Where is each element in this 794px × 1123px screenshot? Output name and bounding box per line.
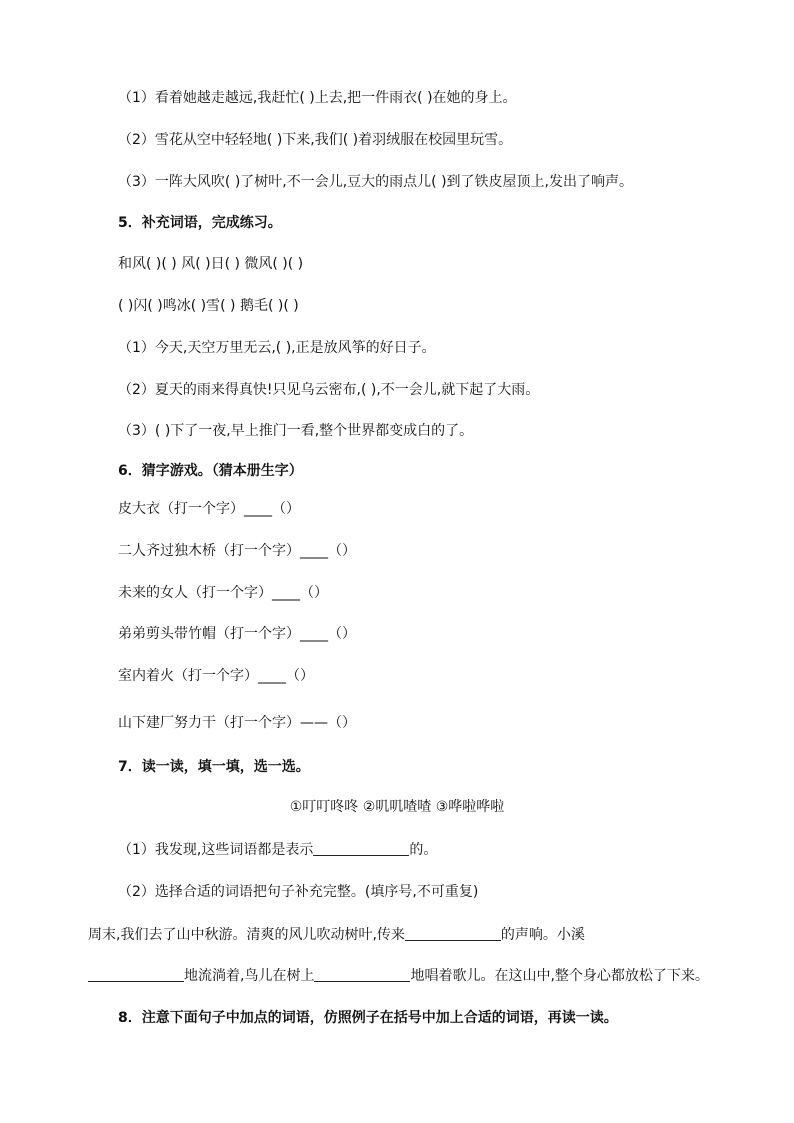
q4-sentence-2: （2）雪花从空中轻轻地( )下来,我们( )着羽绒服在校园里玩雪。 bbox=[118, 132, 513, 148]
q7-word-options: ①叮叮咚咚 ②叽叽喳喳 ③哗啦哗啦 bbox=[289, 799, 505, 815]
q8-title: 8．注意下面句子中加点的词语，仿照例子在括号中加上合适的词语，再读一读。 bbox=[118, 1010, 618, 1026]
riddle-row-2: 二人齐过独木桥（打一个字）____（） bbox=[118, 543, 356, 559]
paragraph-text-b: 的声响。小溪 bbox=[500, 927, 585, 943]
riddle-row-3: 未来的女人（打一个字）____（） bbox=[118, 585, 328, 601]
q5-sentence-1: （1）今天,天空万里无云,( ),正是放风筝的好日子。 bbox=[118, 340, 436, 356]
q7-title: 7．读一读，填一填，选一选。 bbox=[118, 759, 310, 775]
q4-sentence-3: （3）一阵大风吹( )了树叶,不一会儿,豆大的雨点儿( )到了铁皮屋顶上,发出了响声。 bbox=[118, 174, 634, 190]
q5-title: 5．补充词语，完成练习。 bbox=[118, 215, 282, 231]
q7-sub-1 bbox=[118, 840, 437, 860]
paragraph-line-1 bbox=[88, 925, 585, 945]
riddle-row-5: 室内着火（打一个字）____（） bbox=[118, 668, 314, 684]
answer-blank[interactable] bbox=[313, 841, 409, 856]
q7-sub-2: （2）选择合适的词语把句子补充完整。(填序号,不可重复) bbox=[118, 884, 479, 900]
q6-title: 6．猜字游戏。（猜本册生字） bbox=[118, 463, 303, 479]
riddle-row-6: 山下建厂努力干（打一个字）——（） bbox=[118, 715, 356, 731]
answer-blank[interactable] bbox=[405, 926, 501, 941]
q7-sub-1-suffix: 的。 bbox=[409, 842, 438, 858]
q5-sentence-3: （3）( )下了一夜,早上推门一看,整个世界都变成白的了。 bbox=[118, 423, 474, 439]
answer-blank[interactable] bbox=[88, 967, 184, 982]
paragraph-text-c: 地流淌着,鸟儿在树上 bbox=[184, 968, 315, 984]
riddle-row-4: 弟弟剪头带竹帽（打一个字）____（） bbox=[118, 626, 356, 642]
paragraph-text-d: 地唱着歌儿。在这山中,整个身心都放松了下来。 bbox=[410, 968, 709, 984]
q5-word-row-2: ( )闪( )鸣冰( )雪( ) 鹅毛( )( ) bbox=[118, 298, 299, 314]
q5-sentence-2: （2）夏天的雨来得真快!只见乌云密布,( ),不一会儿,就下起了大雨。 bbox=[118, 382, 540, 398]
paragraph-line-2 bbox=[88, 966, 709, 986]
q7-sub-1-prefix: （1）我发现,这些词语都是表示 bbox=[118, 842, 314, 858]
paragraph-text-a: 周末,我们去了山中秋游。清爽的风儿吹动树叶,传来 bbox=[88, 927, 405, 943]
answer-blank[interactable] bbox=[314, 967, 410, 982]
q4-sentence-1: （1）看着她越走越远,我赶忙( )上去,把一件雨衣( )在她的身上。 bbox=[118, 90, 517, 106]
riddle-row-1: 皮大衣（打一个字）____（） bbox=[118, 501, 300, 517]
q5-word-row-1: 和风( )( ) 风( )日( ) 微风( )( ) bbox=[118, 256, 304, 272]
